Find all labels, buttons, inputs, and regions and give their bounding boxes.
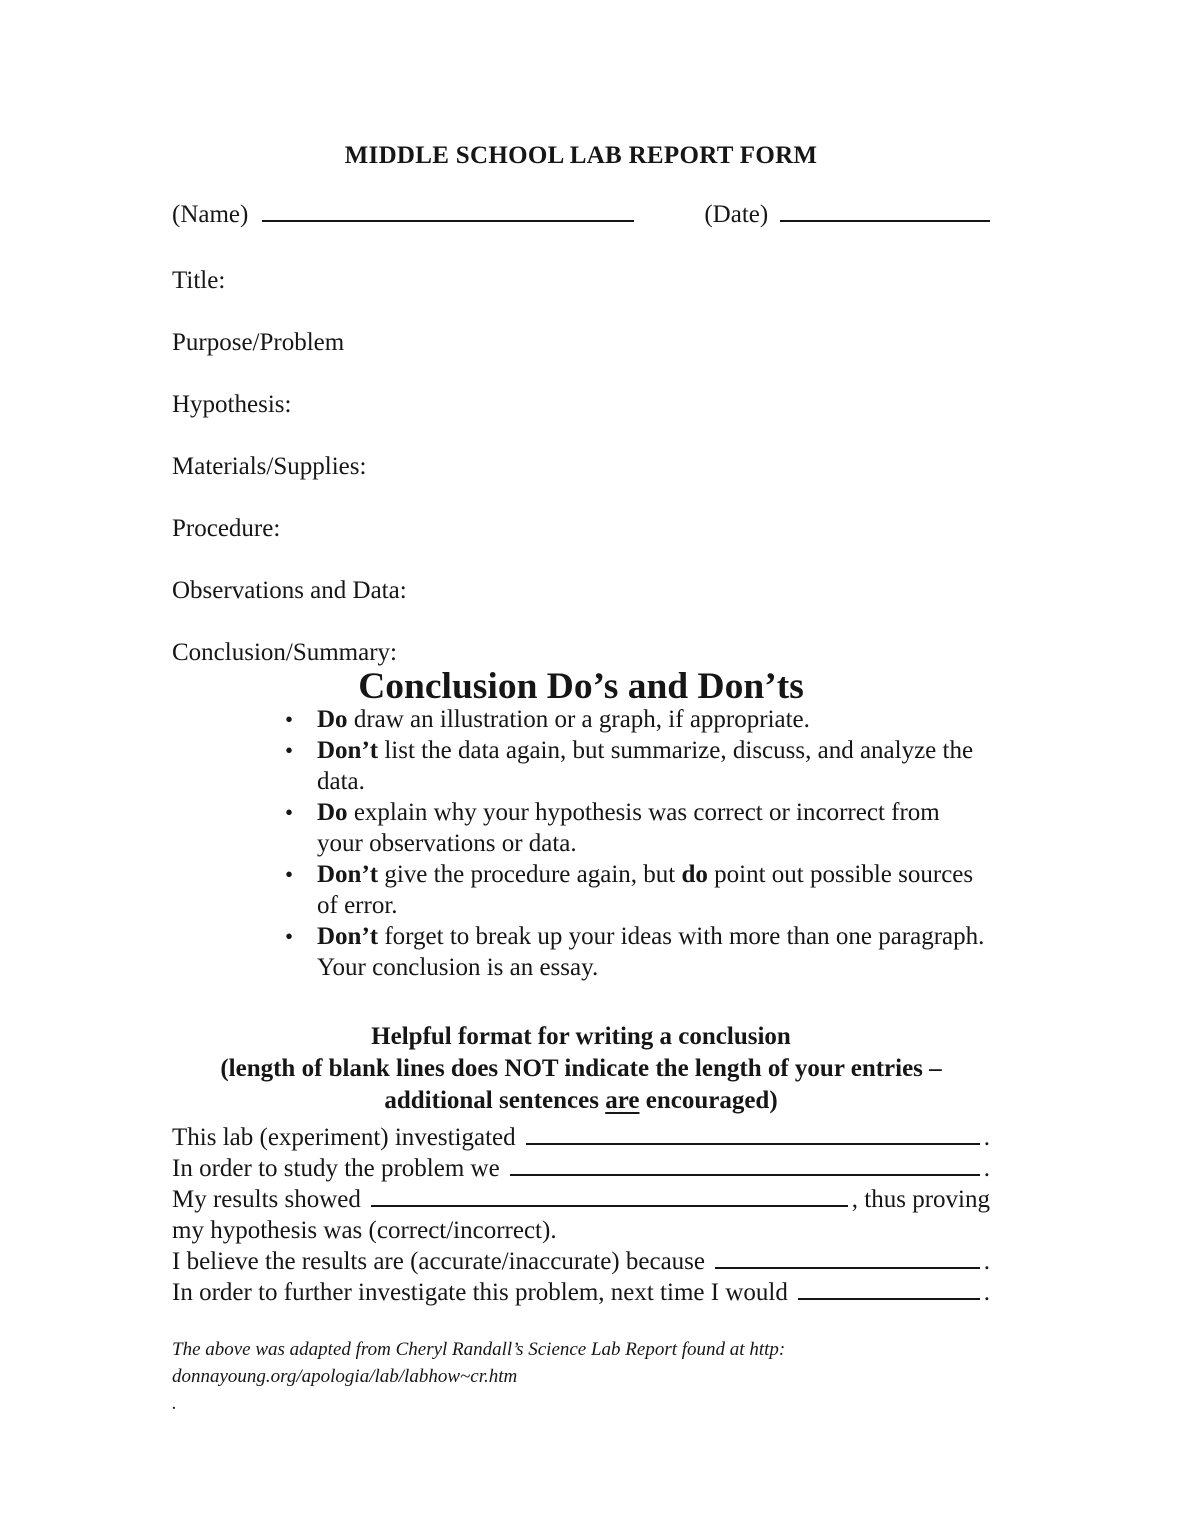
name-label: (Name) <box>172 201 249 228</box>
fill-in-sentence <box>172 1184 990 1215</box>
note-line2-pre: additional sentences <box>384 1087 606 1114</box>
fill-in-blank-line <box>510 1174 980 1176</box>
fill-in-sentence <box>172 1153 990 1184</box>
attribution-line3: . <box>172 1393 177 1414</box>
helpful-format-note-line1: (length of blank lines does NOT indicate the length of your entries – <box>220 1055 942 1082</box>
source-attribution <box>172 1336 990 1417</box>
section-label-materials: Materials/Supplies: <box>172 453 367 480</box>
name-date-row <box>172 199 990 230</box>
bullet-icon: • <box>285 862 294 887</box>
bullet-text <box>317 921 990 983</box>
bullet-icon: • <box>285 738 294 763</box>
bullet-plain-segment: list the data again, but summarize, discuss, and analyze the data. <box>317 737 974 795</box>
attribution-line2: donnayoung.org/apologia/lab/labhow~cr.htm <box>172 1366 518 1387</box>
fill-in-sentence <box>172 1215 990 1246</box>
dos-donts-list <box>172 704 990 983</box>
sentence-text: My results showed <box>172 1186 361 1213</box>
helpful-format-heading-block <box>172 1021 990 1117</box>
name-blank-line <box>262 220 634 222</box>
sentence-end: , thus proving <box>851 1186 990 1213</box>
sentence-text: my hypothesis was (correct/incorrect). <box>172 1217 557 1244</box>
fill-in-blank-line <box>798 1298 980 1300</box>
bullet-text <box>317 797 990 859</box>
bullet-bold-segment: Do <box>317 706 348 733</box>
bullet-plain-segment: point out possible sources of error. <box>317 861 974 919</box>
fill-in-sentence <box>172 1246 990 1277</box>
bullet-bold-segment: Don’t <box>317 861 379 888</box>
date-label: (Date) <box>704 201 769 228</box>
bullet-plain-segment: draw an illustration or a graph, if appropriate. <box>347 706 810 733</box>
sentence-end: . <box>983 1124 990 1151</box>
section-label-title: Title: <box>172 267 226 294</box>
bullet-text <box>317 704 990 735</box>
sentence-end: . <box>983 1248 990 1275</box>
bullet-text <box>317 735 990 797</box>
bullet-plain-segment: give the procedure again, but <box>378 861 682 888</box>
sentence-text: This lab (experiment) investigated <box>172 1124 516 1151</box>
note-line2-post: encouraged) <box>639 1087 778 1114</box>
sentence-end: . <box>983 1155 990 1182</box>
bullet-plain-segment: explain why your hypothesis was correct or incorrect from your observations or data. <box>317 799 940 857</box>
helpful-format-note-line2 <box>172 1085 990 1117</box>
bullet-icon: • <box>285 924 294 949</box>
bullet-bold-segment: Do <box>317 799 348 826</box>
date-blank-line <box>780 220 990 222</box>
bullet-bold-segment: Don’t <box>317 737 379 764</box>
bullet-text <box>317 859 990 921</box>
sentence-end: . <box>983 1279 990 1306</box>
sentence-text: I believe the results are (accurate/inaccurate) because <box>172 1248 705 1275</box>
fill-in-blank-line <box>371 1205 848 1207</box>
dos-donts-heading: Conclusion Do’s and Don’ts <box>358 666 804 707</box>
section-label-purpose: Purpose/Problem <box>172 329 345 356</box>
list-item <box>172 735 990 797</box>
section-label-conclusion: Conclusion/Summary: <box>172 639 397 666</box>
section-label-procedure: Procedure: <box>172 515 281 542</box>
bullet-plain-segment: forget to break up your ideas with more than one paragraph. Your conclusion is an essay. <box>317 923 985 981</box>
bullet-bold-segment: do <box>681 861 708 888</box>
fill-in-blank-line <box>715 1267 980 1269</box>
fill-in-sentence <box>172 1277 990 1308</box>
bullet-icon: • <box>285 800 294 825</box>
bullet-bold-segment: Don’t <box>317 923 379 950</box>
fill-in-sentence <box>172 1122 990 1153</box>
sentence-text: In order to further investigate this problem, next time I would <box>172 1279 788 1306</box>
bullet-icon: • <box>285 707 294 732</box>
note-line2-underlined-word: are <box>605 1087 640 1114</box>
page-title: MIDDLE SCHOOL LAB REPORT FORM <box>344 142 818 169</box>
sentence-text: In order to study the problem we <box>172 1155 500 1182</box>
helpful-format-heading: Helpful format for writing a conclusion <box>371 1023 791 1050</box>
list-item <box>172 859 990 921</box>
attribution-line1: The above was adapted from Cheryl Randall’s Science Lab Report found at http: <box>172 1339 786 1360</box>
conclusion-fill-in-lines <box>172 1122 990 1308</box>
section-label-observations: Observations and Data: <box>172 577 407 604</box>
section-label-hypothesis: Hypothesis: <box>172 391 292 418</box>
list-item <box>172 704 990 735</box>
list-item <box>172 797 990 859</box>
fill-in-blank-line <box>526 1143 980 1145</box>
list-item <box>172 921 990 983</box>
